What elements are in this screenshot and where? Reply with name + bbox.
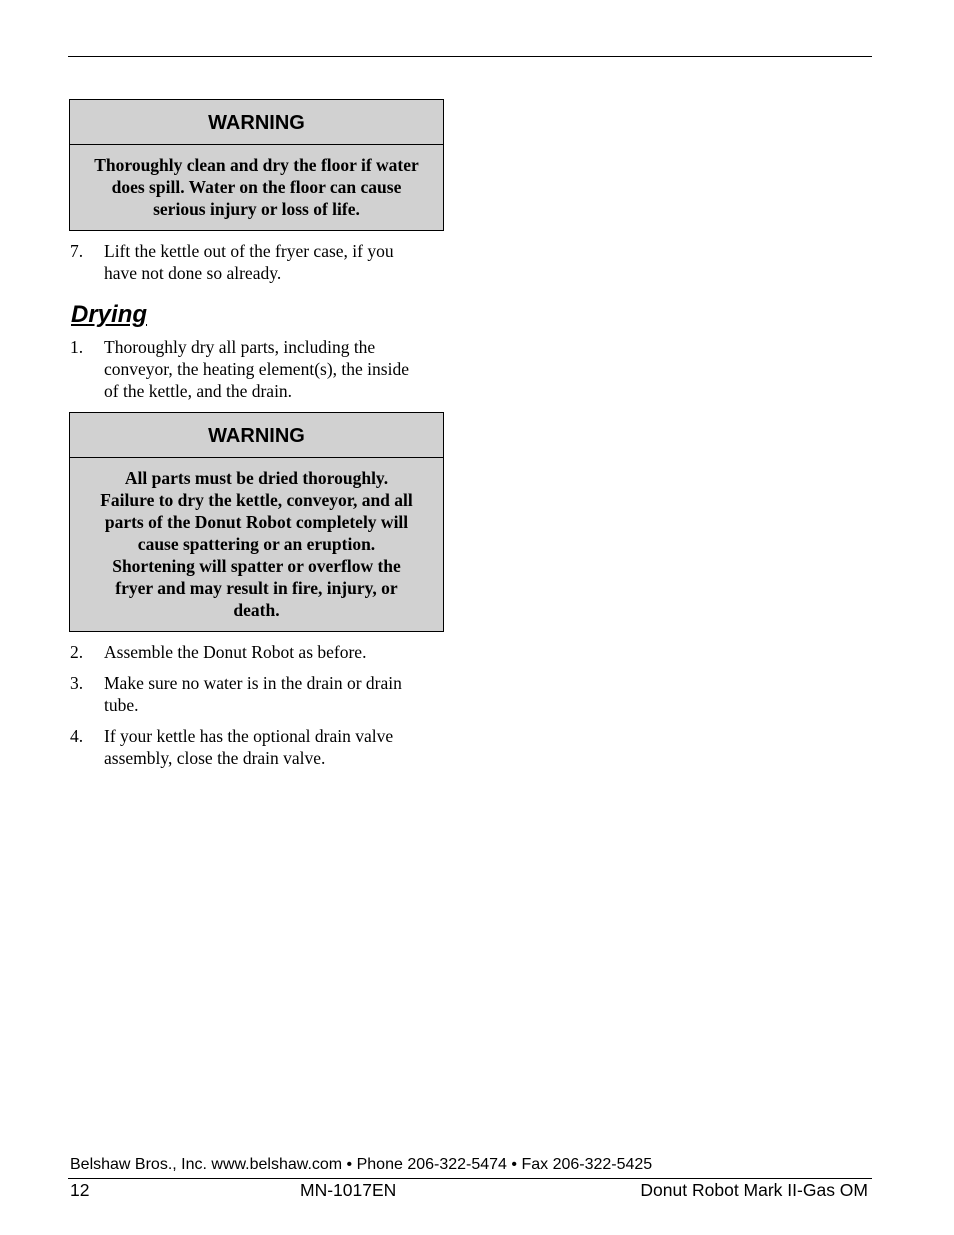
warning-line: fryer and may result in fire, injury, or <box>115 578 398 598</box>
warning-heading: WARNING <box>70 100 443 145</box>
warning-text <box>70 458 443 631</box>
step-number: 4. <box>70 726 84 746</box>
drying-step-3 <box>69 672 444 716</box>
step-number: 7. <box>70 241 84 261</box>
warning-box-floor <box>69 99 444 231</box>
warning-heading: WARNING <box>70 413 443 458</box>
step-7 <box>69 240 444 284</box>
step-line: Thoroughly dry all parts, including the <box>104 337 376 357</box>
drying-step-2 <box>69 641 444 663</box>
warning-line: Shortening will spatter or overflow the <box>112 556 401 576</box>
warning-line: does spill. Water on the floor can cause <box>111 177 402 197</box>
step-line: Make sure no water is in the drain or drain <box>104 673 402 693</box>
content-column <box>69 99 444 769</box>
warning-line: Thoroughly clean and dry the floor if water <box>94 155 419 175</box>
section-title-drying: Drying <box>71 301 148 328</box>
drying-step-4 <box>69 725 444 769</box>
footer-rule <box>68 1178 872 1179</box>
warning-line: Failure to dry the kettle, conveyor, and all <box>100 490 413 510</box>
header-rule <box>68 56 872 57</box>
step-line: Assemble the Donut Robot as before. <box>104 642 367 662</box>
warning-line: parts of the Donut Robot completely will <box>104 512 409 532</box>
step-number: 2. <box>70 642 84 662</box>
document-title: Donut Robot Mark II-Gas OM <box>640 1180 868 1200</box>
step-line: conveyor, the heating element(s), the inside <box>104 359 409 379</box>
warning-text <box>70 145 443 230</box>
warning-box-drying <box>69 412 444 632</box>
step-line: of the kettle, and the drain. <box>104 381 293 401</box>
step-number: 1. <box>70 337 84 357</box>
step-number: 3. <box>70 673 84 693</box>
step-line: tube. <box>104 695 139 715</box>
step-line: If your kettle has the optional drain valve <box>104 726 394 746</box>
step-line: assembly, close the drain valve. <box>104 748 326 768</box>
step-line: Lift the kettle out of the fryer case, if you <box>104 241 394 261</box>
warning-line: serious injury or loss of life. <box>153 199 360 219</box>
footer-contact-info: Belshaw Bros., Inc. www.belshaw.com • Phone 206-322-5474 • Fax 206-322-5425 <box>70 1156 653 1173</box>
drying-step-1 <box>69 336 444 402</box>
warning-line: All parts must be dried thoroughly. <box>124 468 389 488</box>
warning-line: cause spattering or an eruption. <box>137 534 376 554</box>
page-number: 12 <box>70 1180 90 1200</box>
step-line: have not done so already. <box>104 263 282 283</box>
warning-line: death. <box>233 600 280 620</box>
document-code: MN-1017EN <box>300 1180 397 1200</box>
